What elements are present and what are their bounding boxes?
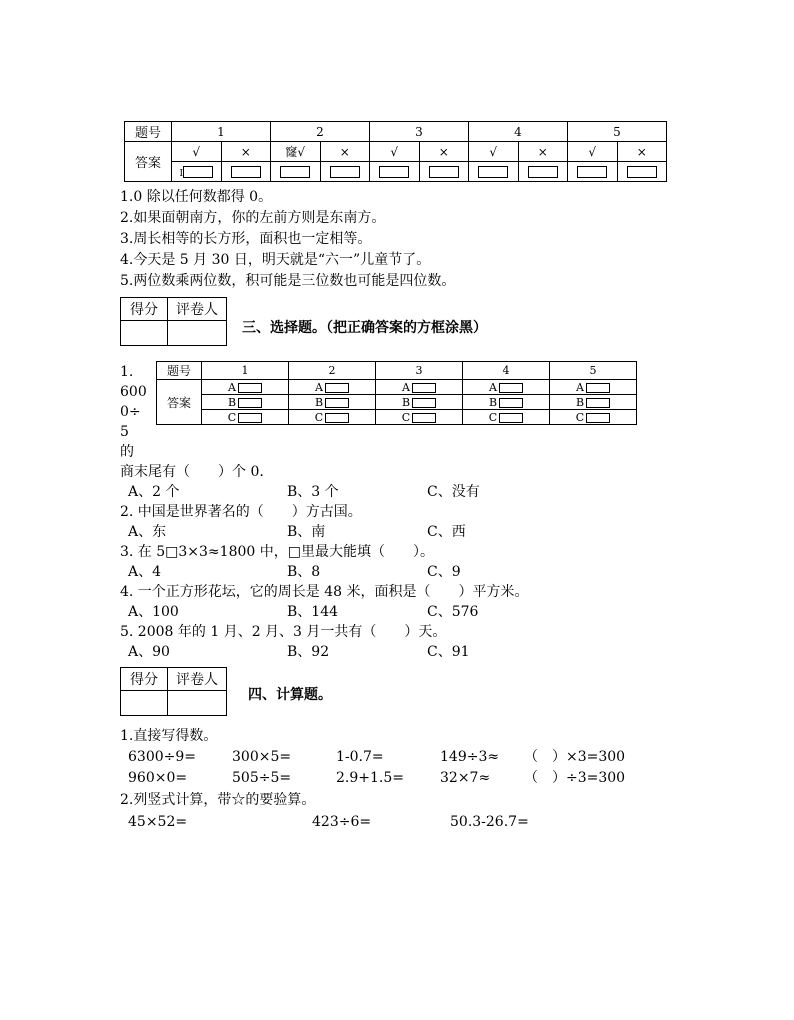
option-letter: A [228, 380, 236, 394]
mc-option-cell[interactable] [289, 410, 376, 425]
reviewer-cell[interactable] [168, 321, 227, 346]
mc-option: B、144 [287, 604, 339, 620]
mc-col-5: 5 [550, 362, 637, 380]
answer-box[interactable] [586, 383, 610, 393]
answer-box[interactable] [627, 166, 657, 178]
calc-item: 6300÷9= [128, 749, 196, 765]
score-label: 得分 [121, 668, 168, 691]
mc-option: A、东 [128, 524, 167, 540]
tf-col-3: 3 [370, 122, 469, 142]
option-letter: C [488, 410, 498, 424]
calc-subtitle-2: 2.列竖式计算，带☆的要验算。 [120, 792, 316, 808]
tf-mark: × [419, 142, 469, 162]
tf-col-1: 1 [172, 122, 271, 142]
calc-item: 505÷5= [232, 770, 292, 786]
answer-box[interactable] [183, 166, 213, 178]
answer-box[interactable] [412, 383, 436, 393]
mc-option-cell[interactable] [550, 395, 637, 410]
mc-option-cell[interactable] [202, 410, 289, 425]
mc-question-2: 2. 中国是世界著名的（ ）方古国。 [120, 504, 362, 520]
tf-mark: × [221, 142, 271, 162]
calc-item: 149÷3≈ [440, 749, 500, 765]
calc-item: 423÷6= [312, 814, 372, 830]
answer-box[interactable] [379, 166, 409, 178]
mc-question-3: 3. 在 5□3×3≈1800 中，□里最大能填（ ）。 [120, 544, 434, 560]
mc-option-cell[interactable] [463, 380, 550, 395]
tf-question-5: 5.两位数乘两位数，积可能是三位数也可能是四位数。 [120, 273, 456, 289]
answer-box[interactable] [586, 398, 610, 408]
mc-option: B、92 [287, 644, 330, 660]
answer-box[interactable] [238, 383, 262, 393]
mc-question-5: 5. 2008 年的 1 月、2 月、3 月一共有（ ）天。 [120, 624, 447, 640]
mc-option: B、南 [287, 524, 326, 540]
option-letter: C [401, 410, 411, 424]
tf-mark: √ [469, 142, 519, 162]
answer-box[interactable] [429, 166, 459, 178]
calc-item: 1-0.7= [336, 749, 384, 765]
tf-answer-cell[interactable] [172, 162, 222, 182]
tf-answer-cell[interactable] [518, 162, 568, 182]
calc-item: 2.9+1.5= [336, 770, 404, 786]
tf-mark: × [320, 142, 370, 162]
tf-answer-cell[interactable] [617, 162, 667, 182]
tf-question-3: 3.周长相等的长方形，面积也一定相等。 [120, 231, 372, 247]
option-letter: A [489, 380, 497, 394]
answer-box[interactable] [325, 383, 349, 393]
mc-option-cell[interactable] [376, 395, 463, 410]
option-letter: B [488, 395, 498, 409]
calc-subtitle-1: 1.直接写得数。 [120, 728, 218, 744]
answer-box[interactable] [280, 166, 310, 178]
score-cell[interactable] [121, 321, 168, 346]
option-letter: A [576, 380, 584, 394]
q1-fragment: 的 [120, 444, 134, 460]
tf-col-2: 2 [271, 122, 370, 142]
mc-option-cell[interactable] [550, 380, 637, 395]
answer-box[interactable] [412, 413, 436, 423]
answer-box[interactable] [412, 398, 436, 408]
answer-box[interactable] [577, 166, 607, 178]
mc-option: C、576 [427, 604, 479, 620]
mc-col-4: 4 [463, 362, 550, 380]
calc-item: （ ）÷3=300 [524, 770, 626, 786]
section3-title: 三、选择题。（把正确答案的方框涂黑） [242, 320, 487, 336]
tf-answer-label: 答案 [125, 142, 172, 182]
calc-item: （ ）×3=300 [524, 749, 626, 765]
tf-mark: 窿√ [271, 142, 321, 162]
mc-header-label: 题号 [157, 362, 202, 380]
mc-option-cell[interactable] [463, 410, 550, 425]
mc-answer-table [156, 361, 637, 425]
tf-mark: √ [172, 142, 222, 162]
tf-header-label: 题号 [125, 122, 172, 142]
q1-fragment: 1. [120, 364, 134, 380]
mc-option: B、8 [287, 564, 321, 580]
answer-box[interactable] [499, 413, 523, 423]
tf-answer-cell[interactable] [271, 162, 321, 182]
mc-option: A、90 [128, 644, 170, 660]
reviewer-cell[interactable] [168, 691, 227, 716]
tf-question-1: 1.0 除以任何数都得 0。 [120, 189, 273, 205]
mc-col-2: 2 [289, 362, 376, 380]
option-letter: B [575, 395, 585, 409]
tf-mark: × [518, 142, 568, 162]
mc-option-cell[interactable] [202, 380, 289, 395]
answer-box[interactable] [231, 166, 261, 178]
section4-title: 四、计算题。 [248, 687, 332, 703]
tf-col-5: 5 [568, 122, 667, 142]
tf-mark: × [617, 142, 667, 162]
mc-option-cell[interactable] [463, 395, 550, 410]
mc-col-3: 3 [376, 362, 463, 380]
answer-box[interactable] [238, 398, 262, 408]
tf-box-prefix: I [179, 168, 184, 179]
score-box [120, 667, 227, 716]
answer-box[interactable] [238, 413, 262, 423]
mc-option: C、没有 [427, 484, 480, 500]
calc-item: 300×5= [232, 749, 292, 765]
score-cell[interactable] [121, 691, 168, 716]
mc-option: A、2 个 [128, 484, 180, 500]
tf-question-2: 2.如果面朝南方，你的左前方则是东南方。 [120, 210, 386, 226]
option-letter: B [227, 395, 237, 409]
mc-option: B、3 个 [287, 484, 339, 500]
tf-mark: √ [370, 142, 420, 162]
answer-box[interactable] [586, 413, 610, 423]
mc-question-1: 商末尾有（ ）个 0. [120, 464, 264, 480]
option-letter: C [314, 410, 324, 424]
reviewer-label: 评卷人 [168, 668, 227, 691]
mc-option-cell[interactable] [202, 395, 289, 410]
calc-item: 45×52= [128, 814, 188, 830]
answer-box[interactable] [499, 383, 523, 393]
tf-col-4: 4 [469, 122, 568, 142]
mc-option-cell[interactable] [376, 380, 463, 395]
option-letter: B [314, 395, 324, 409]
calc-item: 50.3-26.7= [450, 814, 529, 830]
mc-option: C、9 [427, 564, 461, 580]
option-letter: A [402, 380, 410, 394]
mc-option-cell[interactable] [376, 410, 463, 425]
option-letter: A [315, 380, 323, 394]
calc-item: 32×7≈ [440, 770, 491, 786]
answer-box[interactable] [325, 398, 349, 408]
mc-option: C、西 [427, 524, 466, 540]
mc-answer-label: 答案 [157, 380, 202, 425]
answer-box[interactable] [499, 398, 523, 408]
tf-mark: √ [568, 142, 618, 162]
mc-option-cell[interactable] [289, 395, 376, 410]
tf-answer-cell[interactable] [320, 162, 370, 182]
calc-item: 960×0= [128, 770, 188, 786]
tf-question-4: 4.今天是 5 月 30 日，明天就是“六一”儿童节了。 [120, 252, 431, 268]
score-box [120, 297, 227, 346]
tf-answer-table [124, 121, 667, 182]
score-label: 得分 [121, 298, 168, 321]
mc-col-1: 1 [202, 362, 289, 380]
mc-option: A、4 [128, 564, 162, 580]
answer-box[interactable] [330, 166, 360, 178]
q1-fragment: 5 [120, 424, 129, 440]
tf-answer-cell[interactable] [221, 162, 271, 182]
mc-option-cell[interactable] [550, 410, 637, 425]
q1-fragment: 0÷ [120, 404, 141, 420]
answer-box[interactable] [478, 166, 508, 178]
mc-option: A、100 [128, 604, 179, 620]
tf-answer-cell[interactable] [469, 162, 519, 182]
option-letter: C [575, 410, 585, 424]
mc-option-cell[interactable] [289, 380, 376, 395]
answer-box[interactable] [528, 166, 558, 178]
tf-answer-cell[interactable] [419, 162, 469, 182]
mc-option: C、91 [427, 644, 470, 660]
mc-question-4: 4. 一个正方形花坛，它的周长是 48 米，面积是（ ）平方米。 [120, 584, 529, 600]
answer-box[interactable] [325, 413, 349, 423]
option-letter: B [401, 395, 411, 409]
option-letter: C [227, 410, 237, 424]
reviewer-label: 评卷人 [168, 298, 227, 321]
tf-answer-cell[interactable] [370, 162, 420, 182]
tf-answer-cell[interactable] [568, 162, 618, 182]
q1-fragment: 600 [120, 384, 147, 400]
